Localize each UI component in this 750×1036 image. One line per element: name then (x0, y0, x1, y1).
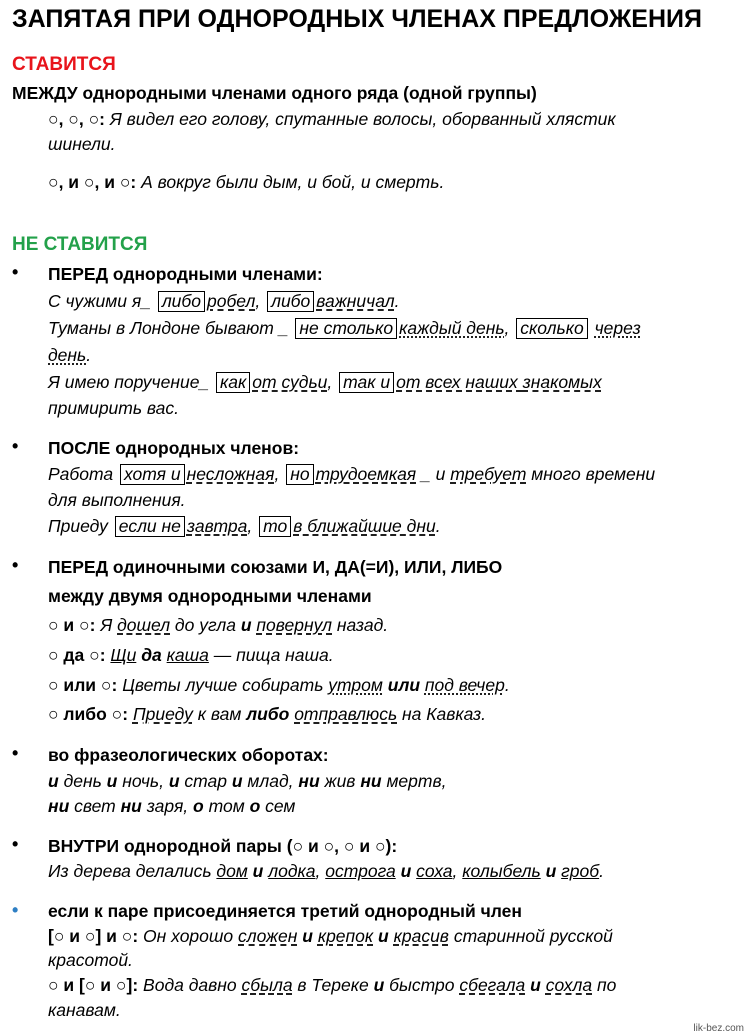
after-line-2: для выполнения. (48, 490, 186, 510)
text-fragment: жив (319, 771, 361, 791)
text-fragment: , (247, 516, 258, 536)
predicate-underline: сбегала (459, 975, 526, 995)
put-example-1-text: Я видел его голову, спутанные волосы, оборванный хлястик (105, 109, 616, 129)
circumstance-underline: утром (328, 675, 383, 695)
before-line-4 (48, 371, 602, 393)
bullet: • (12, 436, 19, 456)
subject-underline: каша (166, 645, 209, 665)
predicate-underline: повернул (256, 615, 333, 635)
before-line-2 (48, 317, 641, 339)
conjunction: и (395, 861, 417, 881)
bullet: • (12, 834, 19, 854)
conjunction: и (240, 615, 252, 635)
predicate-underline: сохла (545, 975, 593, 995)
conjunction-box: не столько (295, 318, 397, 339)
text-fragment: заря, (141, 796, 194, 816)
put-example-1-cont: шинели. (48, 134, 116, 154)
pair-label-rest: однородной пары (○ и ○, ○ и ○): (119, 836, 398, 856)
text-fragment: — пища наша. (208, 645, 334, 665)
text-fragment: . (86, 345, 92, 365)
single-label-a: ПЕРЕД одиночными союзами И, ДА(=И), ИЛИ, ЛИБО (48, 557, 503, 577)
pair-label (48, 835, 397, 857)
conjunction: и (530, 975, 541, 995)
after-label: ПОСЛЕ однородных членов: (48, 438, 300, 458)
single-example-1 (48, 614, 388, 636)
subject-underline: лодка (268, 861, 316, 881)
subject-underline: колыбель (462, 861, 541, 881)
verb-underline: робел (207, 291, 256, 311)
phrase-line-2 (48, 795, 295, 817)
after-line-1 (48, 463, 655, 485)
conjunction: и (373, 926, 394, 946)
conjunction: ни (298, 771, 320, 791)
not-heading: НЕ СТАВИТСЯ (12, 234, 148, 255)
object-underline: от судьи (252, 372, 328, 392)
conjunction: о (193, 796, 204, 816)
conjunction: и (48, 771, 59, 791)
text-fragment: стар (179, 771, 232, 791)
before-line-5: примирить вас. (48, 398, 180, 418)
conjunction: или (387, 675, 421, 695)
text-fragment: . (435, 516, 441, 536)
subject-underline: гроб (561, 861, 600, 881)
single-example-3 (48, 674, 510, 696)
subject-underline: Щи (110, 645, 137, 665)
conjunction: и (247, 861, 269, 881)
object-underline: от всех наших (396, 372, 523, 392)
scheme: [○ и ○] и ○: (48, 926, 139, 946)
conjunction: и (540, 861, 562, 881)
third-line-4: канавам. (48, 1000, 121, 1020)
scheme: ○ или ○: (48, 675, 118, 695)
conjunction: и (297, 926, 318, 946)
put-example-2-text: А вокруг были дым, и бой, и смерть. (136, 172, 445, 192)
conjunction-box: хотя и (120, 464, 185, 485)
conjunction: ни (48, 796, 70, 816)
text-fragment: . (394, 291, 400, 311)
site-watermark[interactable]: lik-bez.com (693, 1023, 744, 1034)
conjunction-box: так и (339, 372, 394, 393)
text-fragment: млад, (242, 771, 299, 791)
single-example-2 (48, 644, 334, 666)
scheme: ○ и ○: (48, 615, 96, 635)
conjunction: ни (120, 796, 142, 816)
predicate-underline: отправлюсь (294, 704, 398, 724)
put-example-2 (48, 171, 444, 193)
text-fragment: С чужими я_ (48, 291, 156, 311)
text-fragment: сем (260, 796, 296, 816)
predicate-underline: красив (393, 926, 449, 946)
third-line-1 (48, 925, 613, 947)
text-fragment: ночь, (117, 771, 169, 791)
text-fragment: , (452, 861, 463, 881)
before-label: ПЕРЕД однородными членами: (48, 264, 323, 284)
predicate-underline: несложная (186, 464, 275, 484)
predicate-underline: сложен (238, 926, 298, 946)
put-rule (12, 82, 537, 104)
put-rule-bold: МЕЖДУ (12, 83, 78, 103)
scheme: ○ и [○ и ○]: (48, 975, 139, 995)
put-example-1 (48, 108, 616, 130)
text-fragment: до угла (170, 615, 241, 635)
before-line-3 (48, 344, 91, 366)
text-fragment: том (203, 796, 250, 816)
phrase-label: во фразеологических оборотах: (48, 745, 329, 765)
conjunction: и (106, 771, 118, 791)
conjunction-box: то (259, 516, 291, 537)
predicate-underline: Приеду (132, 704, 193, 724)
single-label-b: между двумя однородными членами (48, 586, 372, 606)
subject-underline: дом (216, 861, 248, 881)
text-fragment: Цветы лучше собирать (117, 675, 329, 695)
text-fragment: день (58, 771, 107, 791)
text-fragment: . (504, 675, 510, 695)
text-fragment: мертв, (381, 771, 447, 791)
pair-label-bold: ВНУТРИ (48, 836, 120, 856)
predicate-underline: крепок (317, 926, 374, 946)
circumstance-underline: в ближайшие дни (293, 516, 436, 536)
predicate-underline: требует (450, 464, 527, 484)
put-rule-rest: однородными членами одного ряда (одной группы) (77, 83, 537, 103)
after-line-3 (48, 515, 441, 537)
third-label: если к паре присоединяется третий однородный член (48, 901, 522, 921)
bullet: • (12, 900, 19, 920)
pair-line-1 (48, 860, 604, 882)
circumstance-underline: день (48, 345, 87, 365)
scheme: ○ да ○: (48, 645, 106, 665)
bullet: • (12, 555, 19, 575)
text-fragment: быстро (384, 975, 460, 995)
predicate-underline: трудоемкая (315, 464, 417, 484)
text-fragment: Я имею поручение_ (48, 372, 215, 392)
circumstance-underline: под вечер (424, 675, 505, 695)
put-example-1-scheme: ○, ○, ○: (48, 109, 105, 129)
conjunction-box: если не (115, 516, 185, 537)
put-heading: СТАВИТСЯ (12, 54, 116, 75)
third-line-3 (48, 974, 616, 996)
text-fragment: Я (95, 615, 118, 635)
text-fragment: , (504, 318, 515, 338)
conjunction: и (231, 771, 243, 791)
text-fragment: Работа (48, 464, 118, 484)
bullet: • (12, 743, 19, 763)
scheme: ○ либо ○: (48, 704, 129, 724)
conjunction-box: либо (267, 291, 314, 312)
circumstance-underline: через (594, 318, 641, 338)
text-fragment: старинной русской (448, 926, 613, 946)
text-fragment: Туманы в Лондоне бывают _ (48, 318, 294, 338)
put-example-2-scheme: ○, и ○, и ○: (48, 172, 137, 192)
text-fragment: назад. (332, 615, 389, 635)
text-fragment: . (599, 861, 604, 881)
conjunction-box: но (286, 464, 313, 485)
text-fragment: по (592, 975, 617, 995)
text-fragment: , (327, 372, 338, 392)
bullet: • (12, 262, 19, 282)
text-fragment: Он хорошо (138, 926, 239, 946)
text-fragment: на Кавказ. (397, 704, 487, 724)
conjunction-box: сколько (516, 318, 587, 339)
text-fragment: Из дерева делались (48, 861, 217, 881)
conjunction: и (373, 975, 385, 995)
page-title: ЗАПЯТАЯ ПРИ ОДНОРОДНЫХ ЧЛЕНАХ ПРЕДЛОЖЕНИЯ (12, 5, 702, 33)
text-fragment: в Тереке (292, 975, 374, 995)
text-fragment: , (315, 861, 326, 881)
subject-underline: соха (416, 861, 453, 881)
text-fragment: свет (69, 796, 121, 816)
conjunction-box: как (216, 372, 250, 393)
text-fragment: , (274, 464, 285, 484)
verb-underline: важничал (316, 291, 395, 311)
subject-underline: острога (325, 861, 396, 881)
single-example-4 (48, 703, 486, 725)
predicate-underline: дошел (117, 615, 171, 635)
before-line-1 (48, 290, 400, 312)
text-fragment: много времени (526, 464, 656, 484)
text-fragment: Вода давно (138, 975, 242, 995)
conjunction: да (141, 645, 162, 665)
text-fragment: к вам (192, 704, 247, 724)
conjunction: и (168, 771, 180, 791)
conjunction-box: либо (158, 291, 205, 312)
conjunction: о (249, 796, 261, 816)
circumstance-underline: каждый день (399, 318, 505, 338)
text-fragment: , (255, 291, 266, 311)
circumstance-underline: завтра (186, 516, 248, 536)
text-fragment: _ и (416, 464, 451, 484)
object-underline: знакомых (522, 372, 602, 392)
third-line-2: красотой. (48, 950, 133, 970)
phrase-line-1 (48, 770, 446, 792)
conjunction: либо (246, 704, 290, 724)
conjunction: ни (360, 771, 382, 791)
text-fragment: Приеду (48, 516, 113, 536)
predicate-underline: сбыла (241, 975, 293, 995)
